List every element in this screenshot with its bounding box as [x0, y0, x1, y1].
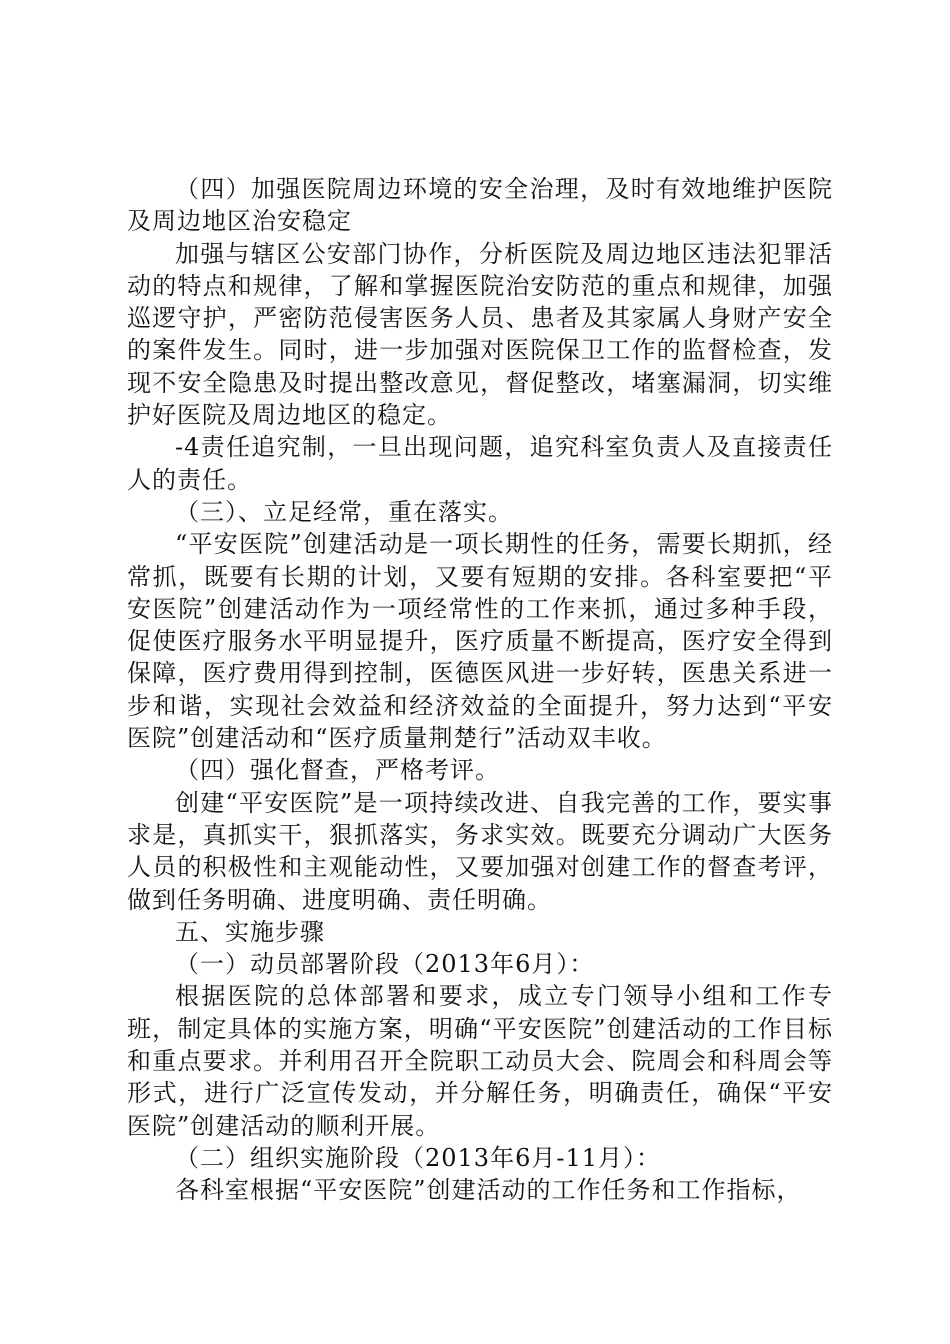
section-heading: （一）动员部署阶段（2013年6月）：: [175, 950, 595, 979]
body-paragraph: “平安医院”创建活动是一项长期性的任务，需要长期抓，经常抓，既要有长期的计划，又要有短期的安排。各科室要把“平安医院”创建活动作为一项经常性的工作来抓，通过多种手段，促使医疗服务水平明显提升，医疗质量不断提高，医疗安全得到保障，医疗费用得到控制，医德医风进一步好转，医患关系进一步和谐，实现社会效益和经济效益的全面提升，努力达到“平安医院”创建活动和“医疗质量荆楚行”活动双丰收。: [127, 530, 833, 753]
section-heading: （四）强化督查，严格考评。: [175, 756, 500, 785]
section-heading: 五、实施步骤: [175, 917, 325, 946]
body-paragraph: 创建“平安医院”是一项持续改进、自我完善的工作，要实事求是，真抓实干，狠抓落实，务求实效。既要充分调动广大医务人员的积极性和主观能动性，又要加强对创建工作的督查考评，做到任务明确、进度明确、责任明确。: [127, 788, 833, 914]
body-paragraph: 根据医院的总体部署和要求，成立专门领导小组和工作专班，制定具体的实施方案，明确“平安医院”创建活动的工作目标和重点要求。并利用召开全院职工动员大会、院周会和科周会等形式，进行广泛宣传发动，并分解任务，明确责任，确保“平安医院”创建活动的顺利开展。: [127, 982, 833, 1140]
body-paragraph: -4责任追究制，一旦出现问题，追究科室负责人及直接责任人的责任。: [127, 433, 833, 494]
document-page: [127, 173, 833, 1207]
body-paragraph: 加强与辖区公安部门协作，分析医院及周边地区违法犯罪活动的特点和规律，了解和掌握医院治安防范的重点和规律，加强巡逻守护，严密防范侵害医务人员、患者及其家属人身财产安全的案件发生。同时，进一步加强对医院保卫工作的监督检查，发现不安全隐患及时提出整改意见，督促整改，堵塞漏洞，切实维护好医院及周边地区的稳定。: [127, 239, 833, 430]
body-paragraph: 各科室根据“平安医院”创建活动的工作任务和工作指标，: [175, 1176, 802, 1205]
section-heading: （四）加强医院周边环境的安全治理，及时有效地维护医院及周边地区治安稳定: [127, 175, 833, 236]
section-heading: （二）组织实施阶段（2013年6月-11月）：: [175, 1143, 661, 1172]
section-heading: （三）、立足经常，重在落实。: [175, 497, 513, 526]
